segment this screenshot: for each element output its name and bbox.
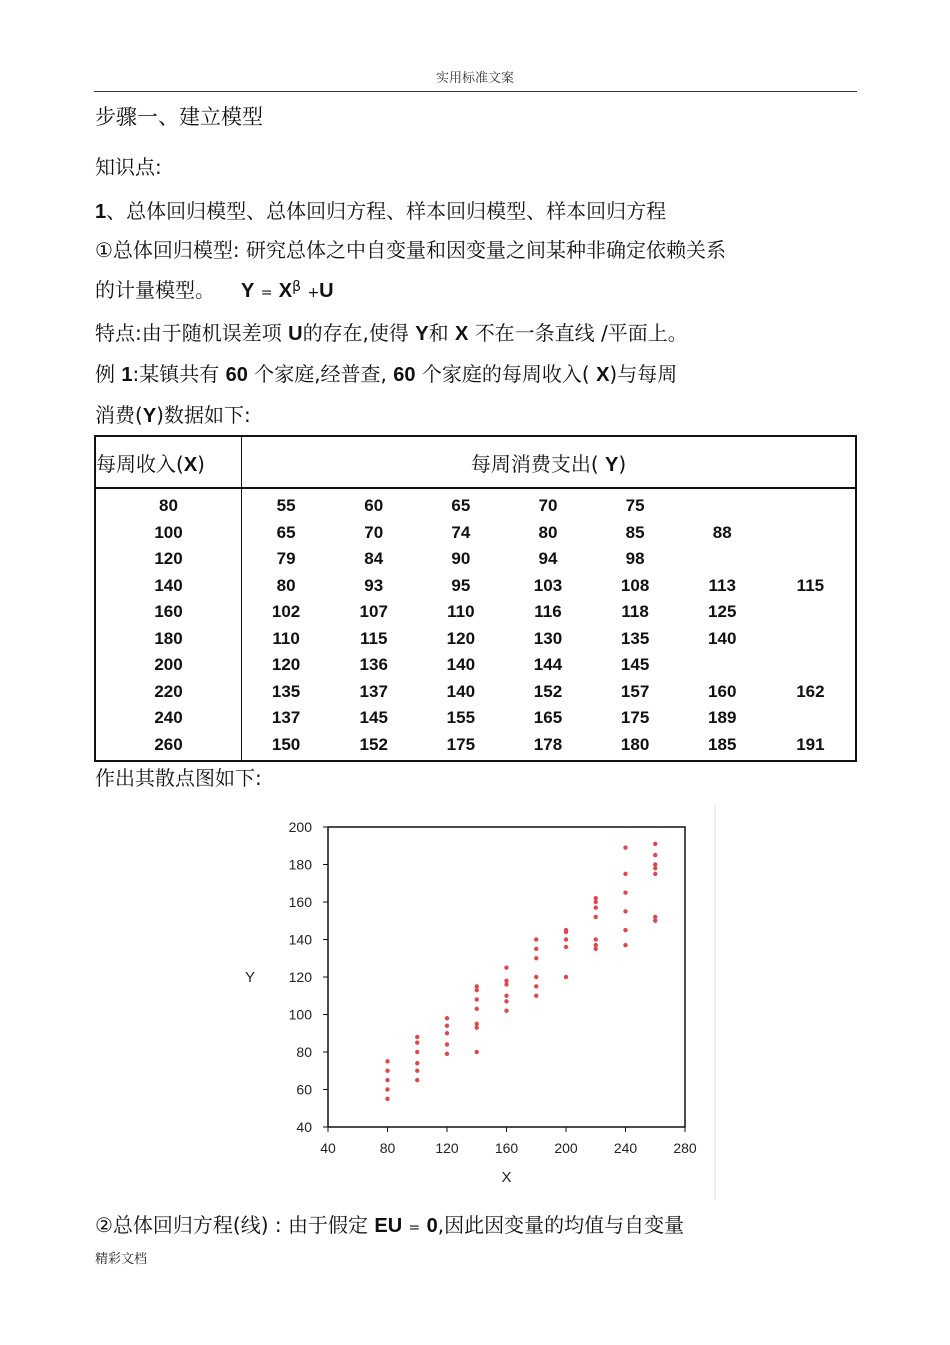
data-point: [504, 965, 508, 969]
item-1-cont-text: 的计量模型。: [95, 278, 215, 302]
data-point: [534, 947, 538, 951]
table-row: [95, 679, 856, 706]
consumption-cell: 120: [446, 628, 476, 648]
feature-c: 和: [428, 321, 449, 345]
y-axis-label: Y: [244, 969, 256, 986]
data-point: [534, 984, 538, 988]
consumption-cell: 165: [533, 708, 563, 728]
table-row: [95, 599, 856, 626]
data-point: [504, 979, 508, 983]
income-cell: 80: [95, 488, 242, 520]
consumption-cell: 98: [625, 549, 645, 569]
data-point: [534, 937, 538, 941]
data-point: [594, 943, 598, 947]
feature-u: U: [288, 323, 303, 345]
consumption-cell: 75: [625, 496, 645, 516]
consumption-cell: 55: [276, 496, 296, 516]
data-point: [445, 1016, 449, 1020]
example-cont: [95, 402, 251, 429]
data-point: [534, 956, 538, 960]
y-tick-label: 100: [288, 1006, 312, 1023]
consumption-cell: 103: [533, 575, 563, 595]
item-1: ①总体回归模型: 研究总体之中自变量和因变量之间某种非确定依赖关系: [95, 238, 727, 262]
consumption-cell: 136: [359, 655, 388, 675]
data-point: [504, 999, 508, 1003]
consumption-cell: 95: [451, 575, 471, 595]
consumption-cell: 65: [451, 496, 471, 516]
table-row: [95, 546, 856, 573]
consumption-cell: 120: [271, 655, 301, 675]
data-point: [534, 975, 538, 979]
x-axis-label: X: [501, 1169, 512, 1186]
table-body: [95, 488, 856, 761]
section-heading: 步骤一、建立模型: [95, 105, 263, 129]
data-point: [415, 1061, 419, 1065]
example-c: 个家庭,经普查,: [254, 362, 387, 386]
consumption-cell: 80: [276, 575, 296, 595]
item-2-b: ,因此因变量的均值与自变量: [437, 1213, 685, 1237]
x-tick-label: 120: [435, 1140, 459, 1156]
consumption-cell: [766, 599, 856, 626]
data-point: [594, 900, 598, 904]
consumption-cell: 65: [276, 522, 296, 542]
x-tick-label: 240: [613, 1140, 638, 1156]
table-header-row: [95, 436, 856, 488]
consumption-cell: 144: [533, 655, 563, 675]
data-point: [385, 1069, 389, 1073]
consumption-cell: [766, 626, 856, 653]
consumption-cell: 137: [359, 681, 388, 701]
example-num: 1: [121, 364, 133, 386]
data-point: [653, 842, 657, 846]
example-n1: 60: [225, 364, 248, 386]
consumption-cell: 74: [451, 522, 471, 542]
consumption-cell: 152: [359, 734, 388, 754]
data-point: [475, 1022, 479, 1026]
consumption-cell: [766, 652, 856, 679]
data-point: [445, 1052, 449, 1056]
data-point: [653, 919, 657, 923]
data-point: [623, 943, 627, 947]
data-point: [445, 1031, 449, 1035]
data-point: [475, 997, 479, 1001]
data-point: [653, 866, 657, 870]
data-point: [475, 984, 479, 988]
data-point: [385, 1078, 389, 1082]
data-point: [623, 872, 627, 876]
data-point: [415, 1069, 419, 1073]
item-2-a: ②总体回归方程(线) : 由于假定: [95, 1213, 368, 1237]
data-point: [623, 845, 627, 849]
consumption-cell: 70: [364, 522, 384, 542]
item-2-zero: 0: [426, 1215, 438, 1237]
consumption-cell: 130: [533, 628, 563, 648]
consumption-cell: [766, 520, 856, 547]
consumption-cell: 118: [621, 602, 649, 622]
data-point: [564, 945, 568, 949]
col-consumption-header: 每周消费支出( Y): [242, 436, 857, 488]
income-cell: 180: [95, 626, 242, 653]
point-1: [95, 198, 666, 225]
data-point: [415, 1035, 419, 1039]
income-cell: 120: [95, 546, 242, 573]
example-line: [95, 361, 677, 388]
consumption-cell: 108: [620, 575, 650, 595]
consumption-cell: 140: [446, 655, 476, 675]
data-point: [594, 905, 598, 909]
data-point: [385, 1087, 389, 1091]
data-point: [475, 1050, 479, 1054]
formula-plus: +: [307, 285, 320, 301]
consumption-cell: 157: [620, 681, 650, 701]
data-point: [504, 994, 508, 998]
income-cell: 240: [95, 705, 242, 732]
data-point: [385, 1059, 389, 1063]
data-point: [623, 909, 627, 913]
item-2: [95, 1212, 684, 1241]
income-cell: 140: [95, 573, 242, 600]
data-point: [385, 1097, 389, 1101]
data-point: [504, 1009, 508, 1013]
x-tick-label: 40: [320, 1140, 336, 1156]
data-point: [594, 937, 598, 941]
consumption-cell: 191: [796, 734, 825, 754]
income-cell: 100: [95, 520, 242, 547]
consumption-cell: 155: [446, 708, 476, 728]
consumption-cell: [679, 652, 766, 679]
data-point: [653, 915, 657, 919]
y-tick-label: 40: [296, 1119, 312, 1135]
consumption-cell: 88: [712, 522, 732, 542]
data-point: [594, 947, 598, 951]
consumption-cell: 115: [796, 575, 825, 595]
consumption-cell: 180: [620, 734, 650, 754]
data-point: [415, 1078, 419, 1082]
knowledge-label: 知识点:: [95, 155, 162, 179]
consumption-cell: 135: [271, 681, 301, 701]
consumption-cell: [766, 488, 856, 520]
consumption-cell: [679, 546, 766, 573]
data-point: [475, 1025, 479, 1029]
consumption-cell: 162: [796, 681, 825, 701]
data-table: [94, 435, 857, 762]
point-1-text: 、总体回归模型、总体回归方程、样本回归模型、样本回归方程: [106, 199, 667, 223]
data-point: [594, 915, 598, 919]
y-tick-label: 120: [288, 969, 312, 985]
data-point: [564, 928, 568, 932]
item-2-eq: =: [408, 1220, 421, 1236]
scatter-chart: [240, 805, 720, 1200]
data-point: [564, 975, 568, 979]
y-tick-label: 60: [296, 1081, 312, 1098]
table-row: [95, 488, 856, 520]
consumption-cell: 140: [446, 681, 476, 701]
consumption-cell: 79: [276, 549, 296, 569]
consumption-cell: 189: [708, 708, 737, 728]
consumption-cell: 178: [533, 734, 563, 754]
y-tick-label: 160: [288, 894, 312, 910]
item-2-eu: EU: [374, 1215, 403, 1237]
feature-y: Y: [415, 323, 429, 345]
data-point: [653, 872, 657, 876]
consumption-cell: 60: [364, 496, 384, 516]
page-header: 实用标准文案: [435, 71, 514, 86]
data-point: [475, 988, 479, 992]
example-cont-y: Y: [142, 405, 157, 427]
consumption-cell: 137: [271, 708, 301, 728]
formula-beta: β: [292, 279, 302, 295]
consumption-cell: 84: [364, 549, 384, 569]
header-rule: [94, 91, 857, 92]
data-point: [623, 928, 627, 932]
income-cell: 200: [95, 652, 242, 679]
y-tick-label: 200: [288, 819, 312, 835]
x-tick-label: 200: [554, 1140, 578, 1156]
data-point: [534, 994, 538, 998]
consumption-cell: 70: [538, 496, 558, 516]
data-point: [653, 862, 657, 866]
consumption-cell: 93: [364, 575, 384, 595]
data-point: [445, 1042, 449, 1046]
example-x: X: [596, 364, 610, 386]
example-a: 例: [95, 362, 115, 386]
consumption-cell: 185: [708, 734, 737, 754]
feature-a: 特点:由于随机误差项: [95, 321, 282, 345]
consumption-cell: [679, 488, 766, 520]
consumption-cell: 107: [359, 602, 388, 622]
data-point: [653, 853, 657, 857]
data-point: [415, 1040, 419, 1044]
page-footer: 精彩文档: [95, 1252, 148, 1267]
scatter-intro: 作出其散点图如下:: [95, 766, 262, 790]
consumption-cell: 160: [708, 681, 737, 701]
consumption-cell: 90: [451, 549, 471, 569]
example-cont-a: 消费(: [95, 403, 143, 427]
x-tick-label: 80: [379, 1140, 396, 1156]
feature-x: X: [454, 323, 469, 345]
income-cell: 220: [95, 679, 242, 706]
x-tick-label: 280: [673, 1140, 697, 1156]
col-income-header: 每周收入(X): [95, 436, 242, 488]
example-cont-b: )数据如下:: [156, 403, 251, 427]
table-row: [95, 626, 856, 653]
consumption-cell: 102: [271, 602, 301, 622]
consumption-cell: 110: [272, 628, 300, 648]
data-point: [594, 896, 598, 900]
data-point: [504, 982, 508, 986]
point-1-num: 1: [95, 201, 107, 223]
formula-x: X: [278, 280, 293, 302]
consumption-cell: 135: [620, 628, 650, 648]
data-point: [623, 890, 627, 894]
consumption-cell: 115: [360, 628, 388, 648]
table-row: [95, 573, 856, 600]
feature-line: [95, 320, 688, 347]
y-tick-label: 140: [288, 931, 312, 948]
example-e: )与每周: [609, 362, 678, 386]
consumption-cell: [766, 705, 856, 732]
consumption-cell: 125: [708, 602, 737, 622]
consumption-cell: [766, 546, 856, 573]
data-point: [475, 1007, 479, 1011]
table-row: [95, 652, 856, 679]
item-1-cont: [95, 277, 334, 306]
data-point: [415, 1050, 419, 1054]
consumption-cell: 113: [708, 575, 736, 595]
consumption-cell: 80: [538, 522, 558, 542]
data-point: [564, 937, 568, 941]
data-point: [445, 1024, 449, 1028]
table-row: [95, 705, 856, 732]
consumption-cell: 85: [625, 522, 645, 542]
formula-u: U: [319, 280, 334, 302]
feature-d: 不在一条直线 /平面上。: [474, 321, 688, 345]
y-tick-label: 80: [296, 1044, 312, 1060]
income-cell: 160: [95, 599, 242, 626]
consumption-cell: 140: [708, 628, 737, 648]
consumption-cell: 145: [359, 708, 388, 728]
consumption-cell: 175: [620, 708, 650, 728]
table-row: [95, 520, 856, 547]
consumption-cell: 145: [620, 655, 650, 675]
x-tick-label: 160: [494, 1140, 519, 1156]
consumption-cell: 94: [538, 549, 558, 569]
example-n2: 60: [393, 364, 416, 386]
consumption-cell: 150: [271, 734, 301, 754]
consumption-cell: 116: [534, 602, 562, 622]
formula-eq: =: [260, 285, 273, 301]
formula-y: Y: [241, 280, 255, 302]
feature-b: 的存在,使得: [302, 321, 409, 345]
income-cell: 260: [95, 732, 242, 762]
consumption-cell: 110: [447, 602, 475, 622]
table-row: [95, 732, 856, 762]
plot-frame: [328, 827, 685, 1127]
example-d: 个家庭的每周收入(: [421, 362, 590, 386]
consumption-cell: 175: [446, 734, 476, 754]
consumption-cell: 152: [533, 681, 563, 701]
y-tick-label: 180: [288, 856, 312, 873]
example-b: :某镇共有: [132, 362, 220, 386]
